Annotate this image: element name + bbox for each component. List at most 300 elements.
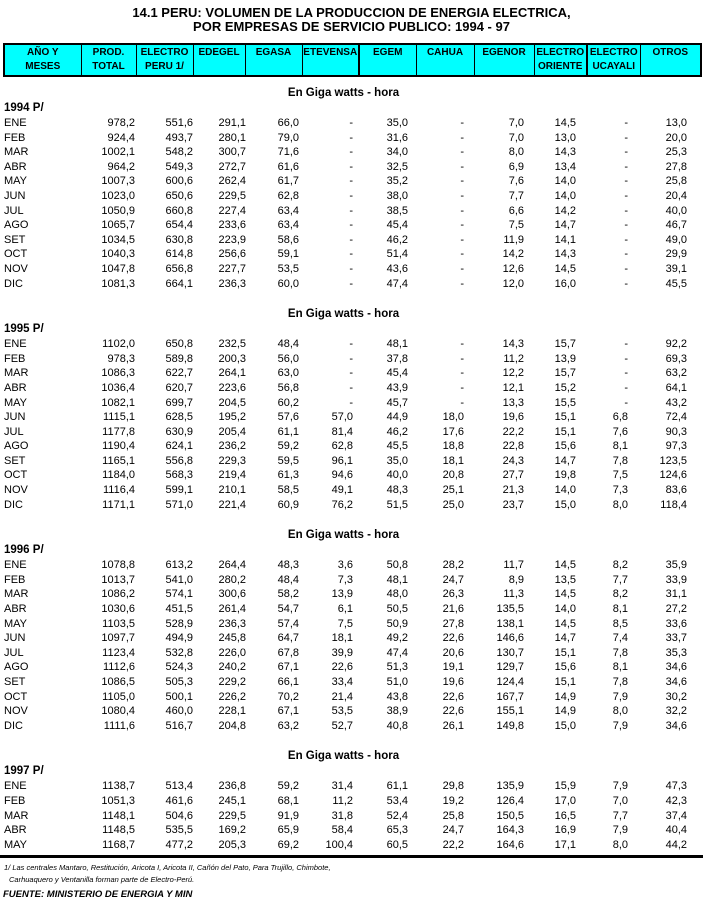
value-cell: 11,2	[503, 352, 524, 365]
value-cell: 63,4	[277, 204, 299, 217]
value-cell: -	[460, 396, 464, 409]
value-cell: 27,8	[442, 617, 464, 630]
value-cell: -	[349, 146, 353, 159]
value-cell: 32,5	[386, 160, 408, 173]
value-cell: 135,5	[496, 603, 524, 616]
value-cell: -	[460, 160, 464, 173]
value-cell: 61,7	[277, 175, 299, 188]
value-cell: 1051,3	[101, 794, 135, 807]
month-label: JUL	[4, 425, 24, 438]
value-cell: 14,3	[554, 248, 576, 261]
value-cell: -	[349, 160, 353, 173]
value-cell: 59,2	[277, 780, 299, 793]
bottom-rule	[0, 855, 703, 858]
month-label: FEB	[4, 794, 26, 807]
value-cell: 47,4	[386, 277, 408, 290]
value-cell: 33,6	[665, 617, 687, 630]
value-cell: 300,6	[218, 588, 246, 601]
value-cell: 63,2	[277, 719, 299, 732]
value-cell: 66,1	[277, 676, 299, 688]
month-label: ABR	[4, 381, 27, 394]
value-cell: 532,8	[165, 646, 193, 659]
value-cell: 599,1	[165, 484, 193, 497]
col-header-electro-peru: ELECTRO PERU 1/	[136, 44, 193, 76]
value-cell: 15,1	[554, 646, 576, 659]
table-row	[3, 617, 687, 632]
value-cell: 17,6	[442, 425, 464, 438]
value-cell: 12,1	[502, 381, 524, 394]
value-cell: 24,7	[442, 573, 464, 586]
footnote-line2: Carhuaquero y Ventanilla forman parte de Electro-Perú.	[9, 875, 195, 885]
table-row	[3, 646, 687, 661]
month-label: NOV	[4, 262, 28, 275]
value-cell: 233,6	[218, 219, 246, 232]
value-cell: 204,5	[218, 396, 246, 409]
value-cell: 31,6	[386, 131, 408, 144]
value-cell: 7,6	[508, 175, 524, 188]
value-cell: 8,5	[612, 617, 628, 630]
value-cell: 1036,4	[101, 381, 135, 394]
month-label: JUN	[4, 189, 26, 202]
value-cell: 650,6	[165, 189, 193, 202]
year-sections-container	[0, 86, 703, 852]
value-cell: 40,4	[665, 824, 687, 837]
table-row	[3, 218, 687, 233]
value-cell: 19,2	[442, 794, 464, 807]
table-row	[3, 823, 687, 838]
unit-label: En Giga watts - hora	[287, 308, 400, 321]
value-cell: 60,9	[277, 498, 299, 511]
value-cell: 34,0	[386, 146, 408, 159]
value-cell: 129,7	[496, 661, 524, 674]
value-cell: 15,6	[554, 440, 576, 453]
value-cell: -	[349, 175, 353, 188]
year-section	[0, 528, 703, 733]
value-cell: 535,5	[165, 824, 193, 837]
value-cell: -	[460, 352, 464, 365]
value-cell: -	[624, 381, 628, 394]
value-cell: 35,9	[665, 559, 687, 572]
value-cell: 227,7	[218, 262, 246, 275]
page-title	[0, 6, 703, 34]
table-row	[3, 602, 687, 617]
value-cell: 13,0	[665, 117, 687, 129]
value-cell: 65,9	[277, 824, 299, 837]
value-cell: 46,7	[665, 219, 687, 232]
value-cell: 40,0	[386, 469, 408, 482]
value-cell: 256,6	[218, 248, 246, 261]
value-cell: 7,0	[612, 794, 628, 807]
month-label: SET	[4, 454, 26, 467]
value-cell: -	[460, 367, 464, 380]
value-cell: 45,4	[386, 367, 408, 380]
value-cell: 699,7	[165, 396, 193, 409]
value-cell: 16,0	[554, 277, 576, 290]
value-cell: 226,0	[218, 646, 246, 659]
value-cell: -	[624, 219, 628, 232]
value-cell: 494,9	[165, 632, 193, 645]
value-cell: 1040,3	[101, 248, 135, 261]
value-cell: 1177,8	[102, 425, 135, 438]
table-row	[3, 366, 687, 381]
value-cell: 29,9	[665, 248, 687, 261]
value-cell: 59,1	[277, 248, 299, 261]
value-cell: 571,0	[165, 498, 193, 511]
value-cell: 57,0	[331, 411, 353, 424]
value-cell: -	[460, 277, 464, 290]
value-cell: -	[460, 262, 464, 275]
value-cell: 50,9	[386, 617, 408, 630]
value-cell: 1007,3	[101, 175, 135, 188]
value-cell: -	[349, 367, 353, 380]
value-cell: -	[624, 277, 628, 290]
value-cell: 7,3	[337, 573, 353, 586]
table-row	[3, 660, 687, 675]
value-cell: 223,9	[218, 233, 246, 246]
value-cell: 46,2	[386, 425, 408, 438]
value-cell: 6,6	[508, 204, 524, 217]
value-cell: 60,5	[386, 838, 408, 851]
month-label: MAR	[4, 588, 29, 601]
data-table	[3, 337, 687, 512]
value-cell: 27,8	[665, 160, 687, 173]
value-cell: -	[460, 117, 464, 129]
value-cell: 64,1	[665, 381, 687, 394]
value-cell: 32,2	[665, 705, 687, 718]
value-cell: 167,7	[496, 690, 524, 703]
value-cell: 210,1	[218, 484, 246, 497]
value-cell: 1065,7	[101, 219, 135, 232]
value-cell: 51,3	[386, 661, 408, 674]
value-cell: 656,8	[165, 262, 193, 275]
value-cell: 150,5	[496, 809, 524, 822]
year-section	[0, 749, 703, 852]
value-cell: 47,4	[386, 646, 408, 659]
month-label: MAY	[4, 617, 28, 630]
value-cell: 7,5	[337, 617, 353, 630]
value-cell: 60,2	[277, 396, 299, 409]
value-cell: 7,7	[508, 189, 524, 202]
value-cell: 589,8	[165, 352, 193, 365]
value-cell: 14,7	[554, 632, 576, 645]
table-row	[3, 631, 687, 646]
value-cell: 650,8	[165, 338, 193, 351]
value-cell: 126,4	[496, 794, 524, 807]
table-row	[3, 381, 687, 396]
value-cell: 51,4	[386, 248, 408, 261]
table-row	[3, 204, 687, 219]
value-cell: 58,2	[277, 588, 299, 601]
value-cell: 25,3	[665, 146, 687, 159]
value-cell: 34,6	[665, 676, 687, 688]
value-cell: 22,6	[331, 661, 353, 674]
value-cell: 72,4	[665, 411, 687, 424]
value-cell: 1081,3	[101, 277, 135, 290]
value-cell: 35,0	[386, 454, 408, 467]
report-page	[0, 5, 703, 901]
month-label: SET	[4, 676, 26, 688]
table-row	[3, 131, 687, 146]
value-cell: 291,1	[218, 117, 246, 129]
value-cell: 227,4	[218, 204, 246, 217]
month-label: JUL	[4, 204, 24, 217]
value-cell: -	[624, 367, 628, 380]
value-cell: 1171,1	[102, 498, 135, 511]
value-cell: 155,1	[496, 705, 524, 718]
value-cell: 31,4	[331, 780, 353, 793]
value-cell: 14,5	[554, 617, 576, 630]
value-cell: 1105,0	[102, 690, 135, 703]
value-cell: 1102,0	[102, 338, 135, 351]
value-cell: -	[349, 204, 353, 217]
col-header-egenor: EGENOR	[474, 44, 534, 76]
table-row	[3, 838, 687, 853]
value-cell: 200,3	[218, 352, 246, 365]
table-row	[3, 794, 687, 809]
value-cell: 8,1	[612, 440, 628, 453]
value-cell: 67,1	[277, 661, 299, 674]
value-cell: -	[624, 160, 628, 173]
value-cell: 1097,7	[101, 632, 135, 645]
value-cell: 149,8	[496, 719, 524, 732]
value-cell: 541,0	[165, 573, 193, 586]
value-cell: 46,2	[386, 233, 408, 246]
value-cell: 513,4	[165, 780, 193, 793]
value-cell: 124,6	[659, 469, 687, 482]
value-cell: 229,2	[218, 676, 246, 688]
value-cell: -	[460, 189, 464, 202]
value-cell: 628,5	[165, 411, 193, 424]
table-row	[3, 498, 687, 513]
value-cell: -	[349, 117, 353, 129]
value-cell: 26,1	[442, 719, 464, 732]
value-cell: 228,1	[218, 705, 246, 718]
table-row	[3, 779, 687, 794]
value-cell: 25,0	[442, 498, 464, 511]
value-cell: 22,6	[442, 690, 464, 703]
value-cell: -	[349, 352, 353, 365]
table-row	[3, 396, 687, 411]
value-cell: 622,7	[165, 367, 193, 380]
value-cell: 52,7	[331, 719, 353, 732]
month-label: AGO	[4, 440, 29, 453]
table-row	[3, 454, 687, 469]
value-cell: 20,6	[442, 646, 464, 659]
month-label: SET	[4, 233, 26, 246]
value-cell: 96,1	[331, 454, 353, 467]
value-cell: 21,4	[331, 690, 353, 703]
month-label: ENE	[4, 117, 27, 129]
year-label: 1995 P/	[4, 323, 44, 336]
value-cell: 48,1	[386, 338, 408, 351]
month-label: AGO	[4, 219, 29, 232]
value-cell: 51,5	[386, 498, 408, 511]
value-cell: 15,6	[554, 661, 576, 674]
value-cell: 7,0	[508, 131, 524, 144]
value-cell: 1190,4	[102, 440, 135, 453]
footnote-line1: 1/ Las centrales Mantaro, Restitución, Aricota I, Aricota II, Cañón del Pato, Para Trujillo, Chimbote,	[4, 863, 331, 873]
value-cell: 18,1	[331, 632, 353, 645]
value-cell: 1165,1	[102, 454, 135, 467]
value-cell: 264,4	[218, 559, 246, 572]
value-cell: 1184,0	[102, 469, 135, 482]
value-cell: 124,4	[496, 676, 524, 688]
value-cell: 14,5	[554, 117, 576, 129]
table-row	[3, 719, 687, 734]
value-cell: 22,6	[442, 705, 464, 718]
value-cell: 79,0	[277, 131, 299, 144]
value-cell: 8,1	[612, 661, 628, 674]
col-header-prod-total: PROD. TOTAL	[81, 44, 136, 76]
value-cell: 38,5	[386, 204, 408, 217]
month-label: FEB	[4, 131, 26, 144]
value-cell: 69,3	[665, 352, 687, 365]
value-cell: 22,2	[442, 838, 464, 851]
value-cell: 14,0	[554, 189, 576, 202]
value-cell: 7,4	[612, 632, 628, 645]
value-cell: 280,2	[218, 573, 246, 586]
value-cell: 23,7	[502, 498, 524, 511]
value-cell: 97,3	[665, 440, 687, 453]
value-cell: 48,3	[386, 484, 408, 497]
table-row	[3, 160, 687, 175]
value-cell: 240,2	[218, 661, 246, 674]
value-cell: 63,4	[277, 219, 299, 232]
value-cell: 14,0	[554, 603, 576, 616]
month-label: MAR	[4, 809, 29, 822]
month-label: DIC	[4, 719, 23, 732]
value-cell: -	[349, 189, 353, 202]
value-cell: -	[624, 396, 628, 409]
value-cell: 516,7	[165, 719, 193, 732]
value-cell: 57,4	[277, 617, 299, 630]
value-cell: 978,2	[107, 117, 135, 129]
table-row	[3, 174, 687, 189]
value-cell: 66,0	[277, 117, 299, 129]
value-cell: 27,7	[502, 469, 524, 482]
value-cell: 504,6	[165, 809, 193, 822]
table-row	[3, 558, 687, 573]
value-cell: 11,2	[332, 794, 353, 807]
value-cell: 62,8	[277, 189, 299, 202]
value-cell: 1034,5	[101, 233, 135, 246]
value-cell: 528,9	[165, 617, 193, 630]
unit-label: En Giga watts - hora	[287, 750, 400, 763]
value-cell: 3,6	[337, 559, 353, 572]
value-cell: 14,1	[554, 233, 576, 246]
value-cell: 221,4	[218, 498, 246, 511]
value-cell: 43,2	[665, 396, 687, 409]
value-cell: 13,3	[502, 396, 524, 409]
value-cell: 1148,5	[102, 824, 135, 837]
value-cell: 33,9	[665, 573, 687, 586]
value-cell: 7,5	[612, 469, 628, 482]
unit-label: En Giga watts - hora	[287, 87, 400, 99]
value-cell: 22,6	[442, 632, 464, 645]
value-cell: 63,0	[277, 367, 299, 380]
value-cell: 14,9	[554, 690, 576, 703]
value-cell: 1002,1	[101, 146, 135, 159]
value-cell: 15,1	[554, 676, 576, 688]
value-cell: 505,3	[165, 676, 193, 688]
value-cell: 8,9	[508, 573, 524, 586]
value-cell: 25,8	[665, 175, 687, 188]
value-cell: 8,2	[612, 588, 628, 601]
value-cell: 25,1	[442, 484, 464, 497]
value-cell: 44,9	[386, 411, 408, 424]
value-cell: 45,7	[386, 396, 408, 409]
value-cell: -	[349, 248, 353, 261]
value-cell: 8,0	[612, 498, 628, 511]
value-cell: 1086,5	[101, 676, 135, 688]
col-header-electro-oriente: ELECTRO ORIENTE	[534, 44, 587, 76]
month-label: MAY	[4, 838, 28, 851]
col-header-electro-ucayali: ELECTRO UCAYALI	[587, 44, 640, 76]
value-cell: 15,7	[554, 338, 576, 351]
month-label: OCT	[4, 248, 28, 261]
value-cell: 664,1	[165, 277, 193, 290]
value-cell: 262,4	[218, 175, 246, 188]
value-cell: 48,4	[277, 573, 299, 586]
value-cell: 1123,4	[102, 646, 135, 659]
table-row	[3, 277, 687, 292]
value-cell: 7,7	[612, 809, 628, 822]
value-cell: 229,5	[218, 809, 246, 822]
value-cell: 13,9	[331, 588, 353, 601]
value-cell: 19,8	[554, 469, 576, 482]
month-label: ENE	[4, 780, 27, 793]
value-cell: -	[349, 233, 353, 246]
value-cell: 164,3	[496, 824, 524, 837]
value-cell: 83,6	[665, 484, 687, 497]
value-cell: 63,2	[665, 367, 687, 380]
value-cell: 40,0	[665, 204, 687, 217]
value-cell: 14,2	[554, 204, 576, 217]
table-row	[3, 425, 687, 440]
value-cell: -	[349, 396, 353, 409]
value-cell: 15,7	[554, 367, 576, 380]
value-cell: -	[349, 277, 353, 290]
value-cell: 978,3	[107, 352, 135, 365]
value-cell: 477,2	[165, 838, 193, 851]
month-label: DIC	[4, 498, 23, 511]
value-cell: 7,9	[612, 824, 628, 837]
value-cell: 13,9	[554, 352, 576, 365]
value-cell: 34,6	[665, 661, 687, 674]
month-label: ABR	[4, 160, 27, 173]
value-cell: 15,2	[554, 381, 576, 394]
value-cell: 50,8	[386, 559, 408, 572]
value-cell: 6,8	[612, 411, 628, 424]
value-cell: 76,2	[331, 498, 353, 511]
value-cell: 624,1	[165, 440, 193, 453]
value-cell: -	[460, 248, 464, 261]
value-cell: 15,0	[554, 719, 576, 732]
value-cell: 43,9	[386, 381, 408, 394]
year-section	[0, 86, 703, 291]
table-row	[3, 145, 687, 160]
value-cell: 17,1	[554, 838, 576, 851]
value-cell: 280,1	[218, 131, 246, 144]
value-cell: 61,1	[277, 425, 299, 438]
value-cell: 223,6	[218, 381, 246, 394]
value-cell: 45,5	[665, 277, 687, 290]
value-cell: 1078,8	[101, 559, 135, 572]
value-cell: 69,2	[277, 838, 299, 851]
table-row	[3, 439, 687, 454]
value-cell: 7,9	[612, 719, 628, 732]
page-title-line2: POR EMPRESAS DE SERVICIO PUBLICO: 1994 - 97	[193, 19, 510, 34]
